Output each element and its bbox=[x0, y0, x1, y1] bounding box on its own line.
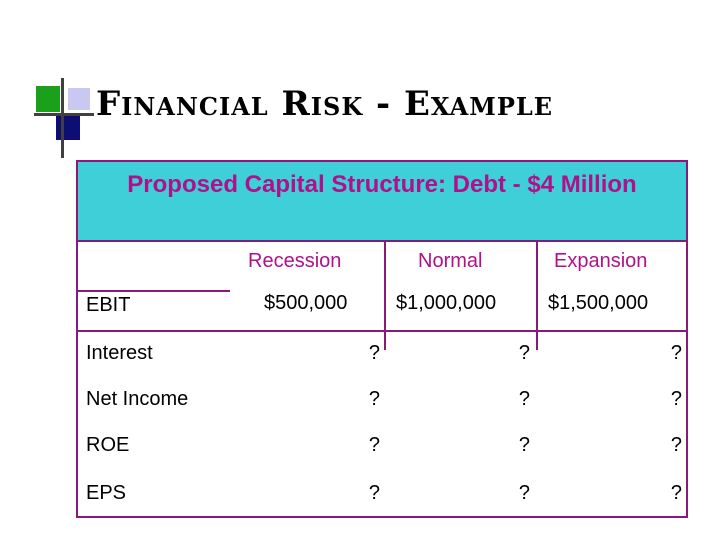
table-title: Proposed Capital Structure: Debt - $4 Million bbox=[78, 162, 686, 242]
eps-normal: ? bbox=[518, 482, 530, 504]
roe-normal: ? bbox=[518, 434, 530, 456]
row-label-roe: ROE bbox=[86, 434, 130, 456]
row-label-ebit: EBIT bbox=[86, 294, 131, 316]
interest-recession: ? bbox=[368, 342, 380, 364]
eps-expansion: ? bbox=[670, 482, 682, 504]
slide-title: Financial Risk - Example bbox=[96, 84, 554, 124]
capital-structure-table bbox=[76, 160, 688, 518]
column-separator bbox=[384, 242, 386, 350]
row-label-net-income: Net Income bbox=[86, 388, 189, 410]
logo-horizontal-line bbox=[34, 113, 94, 116]
row-label-interest: Interest bbox=[86, 342, 153, 364]
net-income-normal: ? bbox=[518, 388, 530, 410]
ebit-recession: $500,000 bbox=[264, 292, 348, 314]
row-separator bbox=[78, 290, 230, 292]
logo-vertical-line bbox=[61, 78, 64, 158]
interest-normal: ? bbox=[518, 342, 530, 364]
column-header-recession: Recession bbox=[248, 250, 342, 272]
logo-navy-square bbox=[56, 114, 80, 140]
interest-expansion: ? bbox=[670, 342, 682, 364]
logo-light-square bbox=[68, 88, 90, 110]
net-income-expansion: ? bbox=[670, 388, 682, 410]
row-separator bbox=[78, 330, 686, 332]
ebit-normal: $1,000,000 bbox=[396, 292, 497, 314]
roe-recession: ? bbox=[368, 434, 380, 456]
ebit-expansion: $1,500,000 bbox=[548, 292, 649, 314]
column-separator bbox=[536, 242, 538, 350]
row-label-eps: EPS bbox=[86, 482, 127, 504]
column-header-normal: Normal bbox=[418, 250, 483, 272]
roe-expansion: ? bbox=[670, 434, 682, 456]
column-header-expansion: Expansion bbox=[554, 250, 648, 272]
eps-recession: ? bbox=[368, 482, 380, 504]
logo-green-square bbox=[36, 86, 60, 112]
slide-logo bbox=[34, 76, 94, 162]
net-income-recession: ? bbox=[368, 388, 380, 410]
